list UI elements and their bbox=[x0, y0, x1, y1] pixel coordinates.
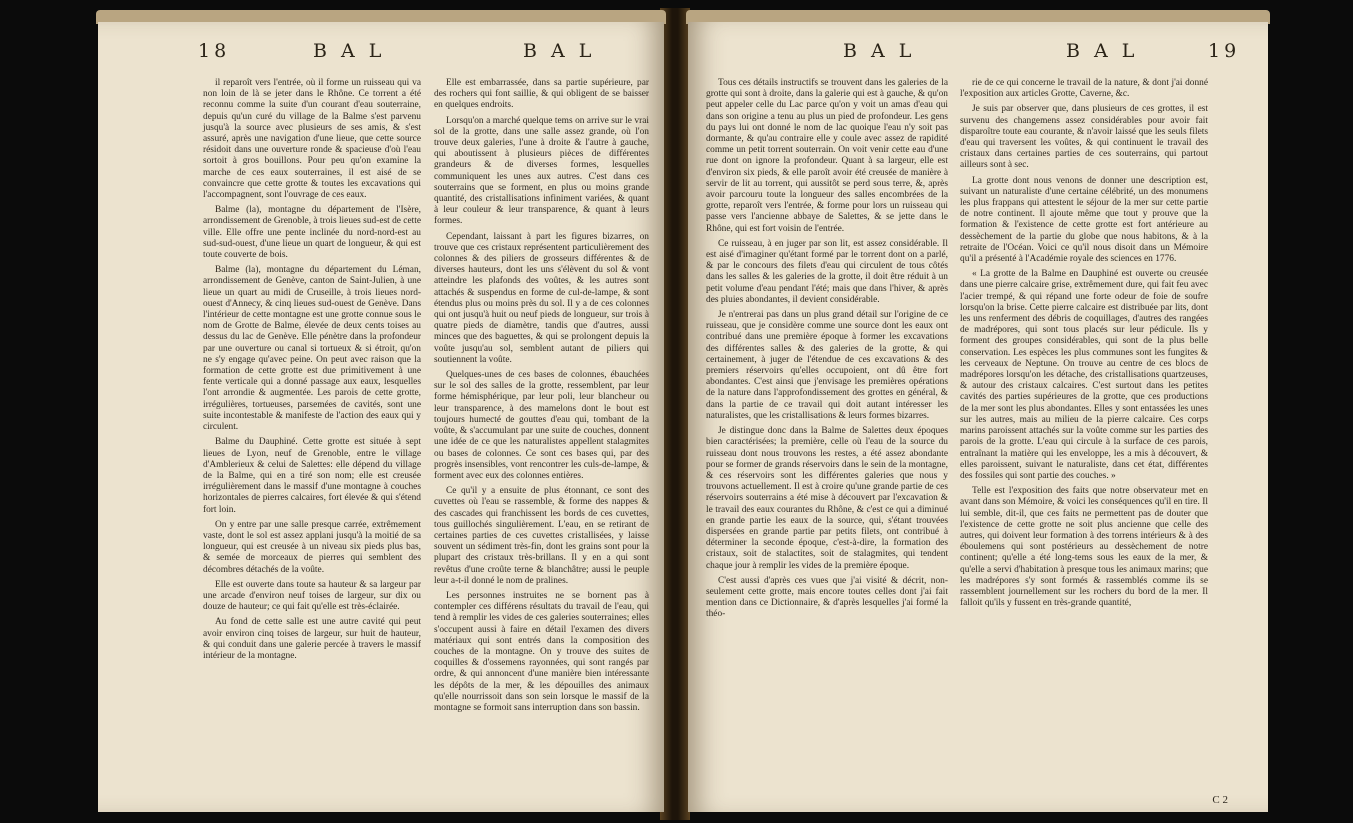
paragraph: La grotte dont nous venons de donner une description est, suivant un naturaliste d'une certaine célébrité, un des monumens les plus frappans qui attestent le séjour de la mer sur cette partie de notre continent. Il ajoute même que tout y prouve que la formation & l'existence de cette grotte est fort antérieure au dessèchement de la partie du globe que nous habitons, & à la retraite de l'Océan. Voici ce qu'il nous disoit dans un Mémoire qu'il a présenté à l'Académie royale des sciences en 1776. bbox=[960, 175, 1208, 265]
paragraph: il reparoît vers l'entrée, où il forme un ruisseau qui va non loin de là se jeter dans le Rhône. Ce torrent a été reconnu comme la suite d'un courant d'eau souterraine, depuis qu'un curé du village de la Balme s'est parvenu jusqu'à la source avec plusieurs de ses amis, & s'est assuré, après une navigation d'une lieue, que cette source résidoit dans une ouverture ronde & spacieuse d'où l'eau sortoit à gros bouillons. Pour peu qu'on examine la marche de ces eaux souterraines, il est aisé de se convaincre que cette grotte & toutes les excavations qui l'accompagnent, sont l'ouvrage de ces eaux. bbox=[203, 78, 421, 201]
paragraph: Elle est ouverte dans toute sa hauteur & sa largeur par une arcade d'environ neuf toises de largeur, sur dix ou douze de hauteur; ce qui fait qu'elle est très-éclairée. bbox=[203, 579, 421, 613]
paragraph: Telle est l'exposition des faits que notre observateur met en avant dans son Mémoire, & voici les conséquences qu'il en tire. Il lui semble, dit-il, que ces faits ne permettent pas de douter que l'existence de cette grotte ne soit plus ancienne que celle des autres, qui doivent leur formation à des torrens intérieurs & à des éboulemens qui sont postérieurs au dessèchement de notre continent; qu'elle a été long-tems sous les eaux de la mer, & qu'elle a servi d'habitation à presque tous les animaux marins; que les madrépores s'y sont formés & rassemblés comme ils se rassemblent journellement sur les rochers du bord de la mer. Il falloit qu'ils y fussent en très-grande quantité, bbox=[960, 486, 1208, 609]
paragraph: Au fond de cette salle est une autre cavité qui peut avoir environ cinq toises de largeur, sur huit de hauteur, & qui conduit dans une galerie percée à travers le massif intérieur de la montagne. bbox=[203, 617, 421, 661]
page-number-right: 19 bbox=[1208, 40, 1241, 62]
running-head-left: B A L bbox=[313, 40, 386, 62]
paragraph: Elle est embarrassée, dans sa partie supérieure, par des rochers qui font saillie, & qui obligent de se baisser en quelques endroits. bbox=[434, 78, 649, 111]
paragraph: Je distingue donc dans la Balme de Salettes deux époques bien caractérisées; la première, celle où l'eau de la source du ruisseau dont nous trouvons les restes, a été assez abondante pour se former de grands réservoirs dans le sein de la montagne, & ces réservoirs sont les différentes galeries que nous y trouvons actuellement. Il est à croire qu'une grande partie de ces réservoirs souterrains a été mise à découvert par l'excavation & le travail des eaux courantes du Rhône, & c'est ce qui a diminué en grande partie les eaux de la source, qui, s'étant trouvées dispersées en grande partie par petits filets, ont contribué à déterminer la seconde époque, c'est-à-dire, la formation des cristaux, soit de stalactites, soit de stalagmites, qui tendent chaque jour à remplir les vides de la première époque. bbox=[706, 426, 948, 571]
paragraph: On y entre par une salle presque carrée, extrêmement vaste, dont le sol est assez applani jusqu'à la moitié de sa longueur, qui est creusée à un niveau six pieds plus bas, & semée de morceaux de pierres qui semblent des décombres détachés de la voûte. bbox=[203, 519, 421, 575]
right-page bbox=[688, 22, 1268, 812]
paragraph: Je n'entrerai pas dans un plus grand détail sur l'origine de ce ruisseau, que je considère comme une source dont les eaux ont contribué dans une première époque à former les excavations des différentes salles & des galeries de la grotte, & qui certainement, à juger de l'étendue de ces excavations & des premiers réservoirs qu'elles occupoient, ont dû être fort abondantes. C'est ainsi que j'envisage les premières opérations de la nature dans l'approfondissement des grottes en général, & dans la partie de ce travail qui doit autant intéresser les naturalistes, que les cristallisations & leurs formes bizarres. bbox=[706, 310, 948, 421]
paragraph: Cependant, laissant à part les figures bizarres, on trouve que ces cristaux représentent particulièrement des colonnes & des piliers de grosseurs différentes & de diverses hauteurs, dont les uns s'élèvent du sol & vont atteindre les plafonds des voûtes, & les autres sont attachés & suspendus en forme de cul-de-lampe, & sont étendus plus ou moins près du sol. Il y a de ces colonnes qui ont jusqu'à huit ou neuf pieds de longueur, sur trois à quatre pieds de diamètre, tandis que d'autres, aussi minces que des baguettes, & qui se prolongent depuis la voûte jusqu'au sol, semblent autant de piliers qui soutiennent la voûte. bbox=[434, 231, 649, 365]
paragraph: « La grotte de la Balme en Dauphiné est ouverte ou creusée dans une pierre calcaire grise, extrêmement dure, qui fait feu avec l'acier trempé, & qui répand une forte odeur de foie de soufre lorsqu'on la brise. Cette pierre calcaire est distribuée par lits, dont les uns renferment des débris de coquillages, d'autres des rangées de madrépores, qui sont tous placés sur leur pédicule. Ils y forment des groupes considérables, qui sont de la plus belle conservation. Les espèces les plus communes sont les fungites & les cerveaux de Neptune. On trouve au centre de ces blocs de madrépores lorsqu'on les détache, des cristallisations quartzeuses, & autour des cristaux calcaires. C'est surtout dans les petites cavités des parties supérieures de la grotte, que ces productions de la mer sont les plus abondantes. Elles y sont entassées les unes sur les autres, mais au milieu de la pierre calcaire. Ces corps marins paroissent attachés sur la voûte comme sur les parties des parois de la grotte. L'eau qui circule à la surface de ces parois, entraînant la matière qui les enveloppe, les a mis à découvert, & elles paroissent, suivant le naturaliste, dans cet état, différentes des fossiles qui sont partie des couches. » bbox=[960, 269, 1208, 481]
paragraph: C'est aussi d'après ces vues que j'ai visité & décrit, non-seulement cette grotte, mais encore toutes celles dont j'ai fait mention dans ce Dictionnaire, & d'après lesquelles j'ai formé la théo- bbox=[706, 575, 948, 620]
paragraph: rie de ce qui concerne le travail de la nature, & dont j'ai donné l'exposition aux articles Grotte, Caverne, &c. bbox=[960, 78, 1208, 100]
running-head-right-1: B A L bbox=[843, 40, 916, 62]
left-page-column-1 bbox=[203, 78, 421, 666]
right-page-column-1 bbox=[706, 78, 948, 625]
signature-mark: C 2 bbox=[1212, 794, 1228, 806]
left-page-column-2 bbox=[434, 78, 649, 718]
running-head-right-2: B A L bbox=[1066, 40, 1139, 62]
paragraph: Tous ces détails instructifs se trouvent dans les galeries de la grotte qui sont à droite, dans la galerie qui est à gauche, & qu'on peut appeler celle du Lac parce qu'on y voit un amas d'eau qui dans son origine a tenu au plus un pied de profondeur. Les gens du pays lui ont donné le nom de lac quoique l'eau n'y soit pas dormante, & qu'au contraire elle y coule avec assez de rapidité comme un petit torrent souterrain. On voit venir cette eau d'une rue dont on ignore la profondeur. Quant à sa largeur, elle est d'environ six pieds, & elle paroît avoir été creusée de manière à servir de lit au torrent, qui aussitôt se perd sous terre, &, après avoir parcouru toute la longueur des salles encombrées de la grotte, reparoît vers l'entrée, & forme pour lors un ruisseau qui passe vers l'ancienne abbaye de Salettes, & se jette dans le Rhône, qui est fort voisin de l'entrée. bbox=[706, 78, 948, 234]
book-spine bbox=[660, 8, 690, 820]
running-head-left-2: B A L bbox=[523, 40, 596, 62]
paragraph: Je suis par observer que, dans plusieurs de ces grottes, il est survenu des changemens assez considérables pour avoir fait disparoître toute eau courante, & n'avoir laissé que les seuls filets d'eau qui traversent les voûtes, & qui continuent le travail des cristaux dans certaines parties de ces souterrains, qui partout ailleurs sont à sec. bbox=[960, 104, 1208, 171]
paragraph: Lorsqu'on a marché quelque tems on arrive sur le vrai sol de la grotte, dans une salle assez grande, où l'on trouve deux galeries, l'une à droite & l'autre à gauche, qui aboutissent à plusieurs pièces de différentes grandeurs & de diverses formes, lesquelles communiquent les unes aux autres. C'est dans ces souterrains que se forment, en plus ou moins grande quantité, des cristallisations infiniment variées, & quant à leur couleur & leur transparence, & quant à leurs formes. bbox=[434, 115, 649, 227]
paragraph: Quelques-unes de ces bases de colonnes, ébauchées sur le sol des salles de la grotte, ressemblent, par leur forme hémisphérique, par leur poli, leur blancheur ou leur transparence, à des mamelons dont le bout est toujours humecté de gouttes d'eau qui, tombant de la voûte, & s'accumulant par une suite de couches, donnent une idée de ce que les naturalistes appellent stalagmites ou bases de colonnes. Ce sont ces bases qui, par des progrès insensibles, vont rencontrer les culs-de-lampe, & forment avec eux des colonnes entières. bbox=[434, 370, 649, 481]
paragraph: Ce qu'il y a ensuite de plus étonnant, ce sont des cuvettes où l'eau se rassemble, & forme des nappes & des cascades qui franchissent les bords de ces cuvettes, tous guillochés singulièrement. L'eau, en se retirant de certaines parties de ces cuvettes cristallisées, y laisse souvent un sédiment très-fin, dont les grains sont pour la plupart des cristaux très-brillans. Il y en a qui sont revêtus d'une croûte terne & blanchâtre; aussi le peuple leur a-t-il donné le nom de pralines. bbox=[434, 486, 649, 586]
paragraph: Balme (la), montagne du département du Léman, arrondissement de Genève, canton de Saint-Julien, à une lieue un quart au midi de Cruseille, à trois lieues nord-ouest d'Annecy, & cinq lieues sud-ouest de Genève. Dans l'intérieur de cette montagne est une grotte connue sous le nom de Grotte de Balme, élevée de deux cents toises au dessus du lac de Genève. Elle pénètre dans la profondeur par une ouverture ou canal si tortueux & si étroit, qu'on ne s'y engage qu'avec peine. On peut avec raison que la formation de cette grotte est due primitivement à une fente verticale qui a donné passage aux eaux, lesquelles l'ont arrondie & augmentée. Les parois de cette grotte, irrégulières, tortueuses, parsemées de cavités, sont une suite incontestable & manifeste de l'action des eaux qui y circulent. bbox=[203, 265, 421, 433]
paragraph: Balme du Dauphiné. Cette grotte est située à sept lieues de Lyon, neuf de Grenoble, entre le village d'Amblerieux & celui de Salettes: elle dépend du village de la Balme, qui en a tiré son nom; elle est creusée irrégulièrement dans le massif d'une montagne à couches horizontales de pierres calcaires, fort élevée & qui s'étend fort loin. bbox=[203, 437, 421, 515]
paragraph: Les personnes instruites ne se bornent pas à contempler ces différens résultats du travail de l'eau, qui tend à remplir les vides de ces galeries souterraines; elles s'occupent aussi à faire en détail l'examen des divers matériaux qui sont entrés dans la composition des couches de la montagne. On y trouve des suites de coquilles & d'ossemens rayonnées, qui sont rangés par ordre, & qui annoncent d'une manière bien intéressante les dépôts de la mer, & les dépouilles des animaux qu'elle nourrissoit dans son sein lorsque le massif de la montagne se formoit sans interruption dans son bassin. bbox=[434, 590, 649, 713]
paragraph: Ce ruisseau, à en juger par son lit, est assez considérable. Il est aisé d'imaginer qu'étant formé par le torrent dont on a parlé, & par le concours des filets d'eau qui circulent de tous côtés dans les salles & les galeries de la grotte, il doit être réduit à un petit volume d'eau pendant l'été; mais que dans l'hiver, & après des pluies abondantes, il devient considérable. bbox=[706, 238, 948, 305]
page-number-left: 18 bbox=[198, 40, 231, 62]
left-page bbox=[98, 22, 664, 812]
paragraph: Balme (la), montagne du département de l'Isère, arrondissement de Grenoble, à trois lieues sud-est de cette ville. Elle offre une pente inclinée du nord-nord-est au sud-sud-ouest, d'une lieue un quart de longueur, & qui est toute couverte de bois. bbox=[203, 205, 421, 261]
right-page-column-2 bbox=[960, 78, 1208, 613]
